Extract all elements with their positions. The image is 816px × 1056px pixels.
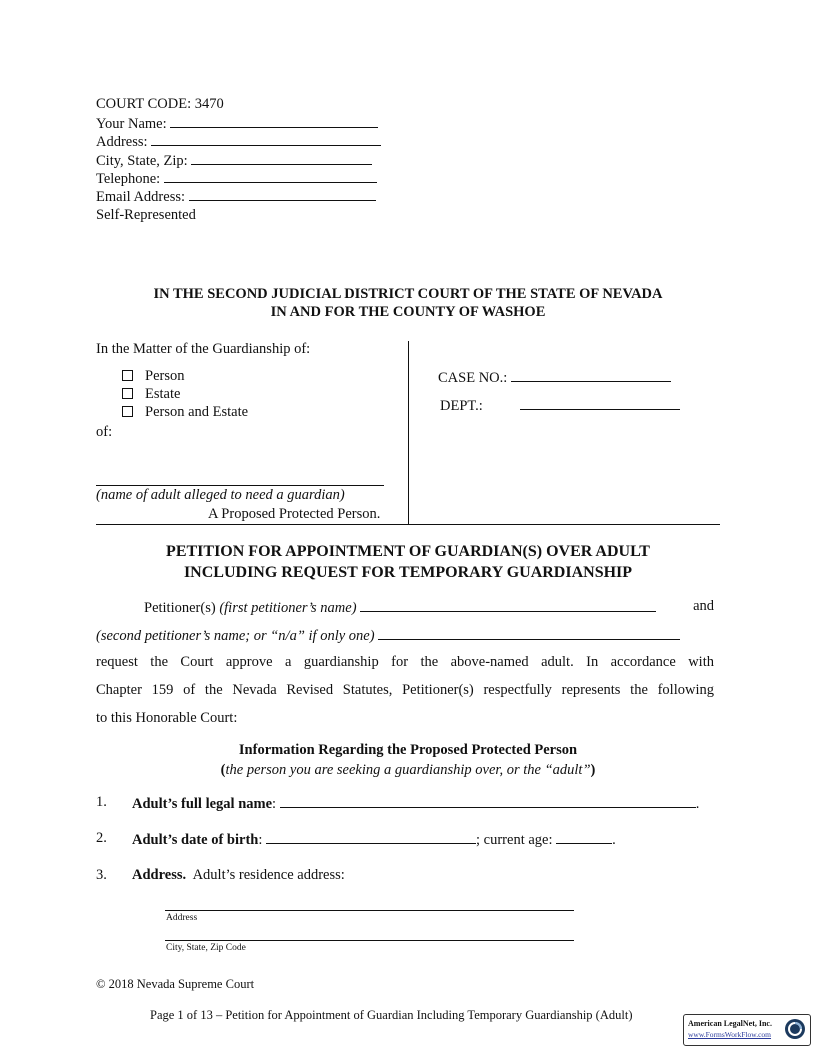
name-hint: (name of adult alleged to need a guardian): [96, 487, 345, 503]
item-1-colon: :: [272, 796, 277, 812]
court-heading-2: IN AND FOR THE COUNTY OF WASHOE: [270, 304, 546, 320]
current-age-field[interactable]: [556, 830, 612, 844]
residence-city-field[interactable]: [165, 940, 574, 941]
self-represented: Self-Represented: [96, 207, 196, 223]
item-3: [132, 867, 345, 884]
proposed-protected-label: A Proposed Protected Person.: [208, 506, 381, 522]
address-label: Address:: [96, 134, 148, 150]
item-2-number: 2.: [96, 830, 107, 846]
sub-open-paren: (: [220, 762, 226, 778]
copyright: © 2018 Nevada Supreme Court: [96, 977, 255, 991]
city-state-zip-caption: City, State, Zip Code: [166, 943, 246, 953]
legalnet-logo[interactable]: [683, 1014, 811, 1046]
checkbox-person[interactable]: [122, 370, 133, 381]
opt-person-estate-label: Person and Estate: [145, 404, 249, 420]
item-1-label: Adult’s full legal name: [132, 796, 273, 812]
checkbox-person-estate[interactable]: [122, 406, 133, 417]
second-petitioner-field[interactable]: [378, 626, 680, 640]
item-3-label: Address.: [132, 867, 187, 883]
address-field[interactable]: [151, 132, 381, 146]
court-code: COURT CODE: 3470: [96, 96, 224, 112]
checkbox-estate-row[interactable]: [122, 386, 180, 403]
address-caption: Address: [166, 913, 198, 923]
petitioner-line-2: [96, 626, 714, 645]
petitioner-line-1: [96, 598, 714, 617]
logo-swirl-icon: [784, 1018, 806, 1040]
case-no-label: CASE NO.:: [438, 370, 508, 386]
telephone-label: Telephone:: [96, 171, 161, 187]
petitioners-label: Petitioner(s): [144, 600, 216, 616]
email-label: Email Address:: [96, 189, 186, 205]
petition-title-1: PETITION FOR APPOINTMENT OF GUARDIAN(S) OVER ADULT: [166, 543, 650, 560]
your-name-row: [96, 114, 378, 132]
first-petitioner-field[interactable]: [360, 598, 656, 612]
opt-estate-label: Estate: [145, 386, 181, 402]
item-3-number: 3.: [96, 867, 107, 883]
case-no-field[interactable]: [511, 368, 671, 382]
logo-company: American LegalNet, Inc.: [688, 1019, 772, 1028]
page-footer: Page 1 of 13 – Petition for Appointment of Guardian Including Temporary Guardianship (Adult): [150, 1008, 633, 1022]
telephone-field[interactable]: [164, 169, 377, 183]
item-2: Adult’s date of birth: ; current age: .: [132, 832, 616, 848]
logo-url: www.FormsWorkFlow.com: [688, 1030, 772, 1039]
matter-label: In the Matter of the Guardianship of:: [96, 341, 311, 357]
current-age-label: ; current age:: [476, 832, 553, 848]
your-name-field[interactable]: [170, 114, 378, 128]
dept-row: [440, 396, 680, 415]
second-petitioner-hint: (second petitioner’s name; or “n/a” if only one): [96, 628, 375, 644]
address-row: [96, 132, 381, 150]
checkbox-person-estate-row[interactable]: [122, 404, 248, 421]
section-subheading: [0, 762, 816, 779]
caption-horizontal-divider: [96, 524, 720, 525]
caption-vertical-divider: [408, 341, 409, 525]
telephone-row: [96, 169, 377, 187]
court-heading-1: IN THE SECOND JUDICIAL DISTRICT COURT OF THE STATE OF NEVADA: [153, 286, 663, 302]
checkbox-person-row[interactable]: [122, 368, 184, 385]
dept-field[interactable]: [520, 396, 680, 410]
opt-person-label: Person: [145, 368, 185, 384]
email-field[interactable]: [189, 187, 376, 201]
item-1: Adult’s full legal name: .: [132, 796, 700, 812]
first-petitioner-hint: (first petitioner’s name): [219, 600, 357, 616]
item-2-colon: :: [258, 832, 263, 848]
item-2-label: Adult’s date of birth: [132, 832, 259, 848]
petition-title-2: INCLUDING REQUEST FOR TEMPORARY GUARDIANSHIP: [183, 564, 633, 581]
body-line-4: Chapter 159 of the Nevada Revised Statutes, Petitioner(s) respectfully represents the following: [96, 682, 714, 698]
of-label: of:: [96, 424, 113, 440]
and-label: and: [693, 598, 714, 614]
city-label: City, State, Zip:: [96, 153, 188, 169]
item-1-number: 1.: [96, 794, 107, 810]
adult-name-field[interactable]: [96, 485, 384, 486]
adult-legal-name-field[interactable]: [280, 794, 696, 808]
case-no-row: [438, 368, 671, 387]
your-name-label: Your Name:: [96, 116, 167, 132]
sub-italic-text: the person you are seeking a guardianship over, or the “adult”: [225, 762, 591, 778]
body-line-3: request the Court approve a guardianship for the above-named adult. In accordance with: [96, 654, 714, 670]
item-3-text: Adult’s residence address:: [192, 867, 345, 883]
dob-field[interactable]: [266, 830, 476, 844]
city-field[interactable]: [191, 151, 372, 165]
email-row: [96, 187, 376, 205]
city-row: [96, 151, 372, 169]
sub-close-paren: ): [590, 762, 596, 778]
checkbox-estate[interactable]: [122, 388, 133, 399]
dept-label: DEPT.:: [440, 398, 483, 414]
body-line-5: to this Honorable Court:: [96, 710, 238, 726]
residence-address-field[interactable]: [165, 910, 574, 911]
section-heading: Information Regarding the Proposed Protected Person: [238, 742, 578, 758]
